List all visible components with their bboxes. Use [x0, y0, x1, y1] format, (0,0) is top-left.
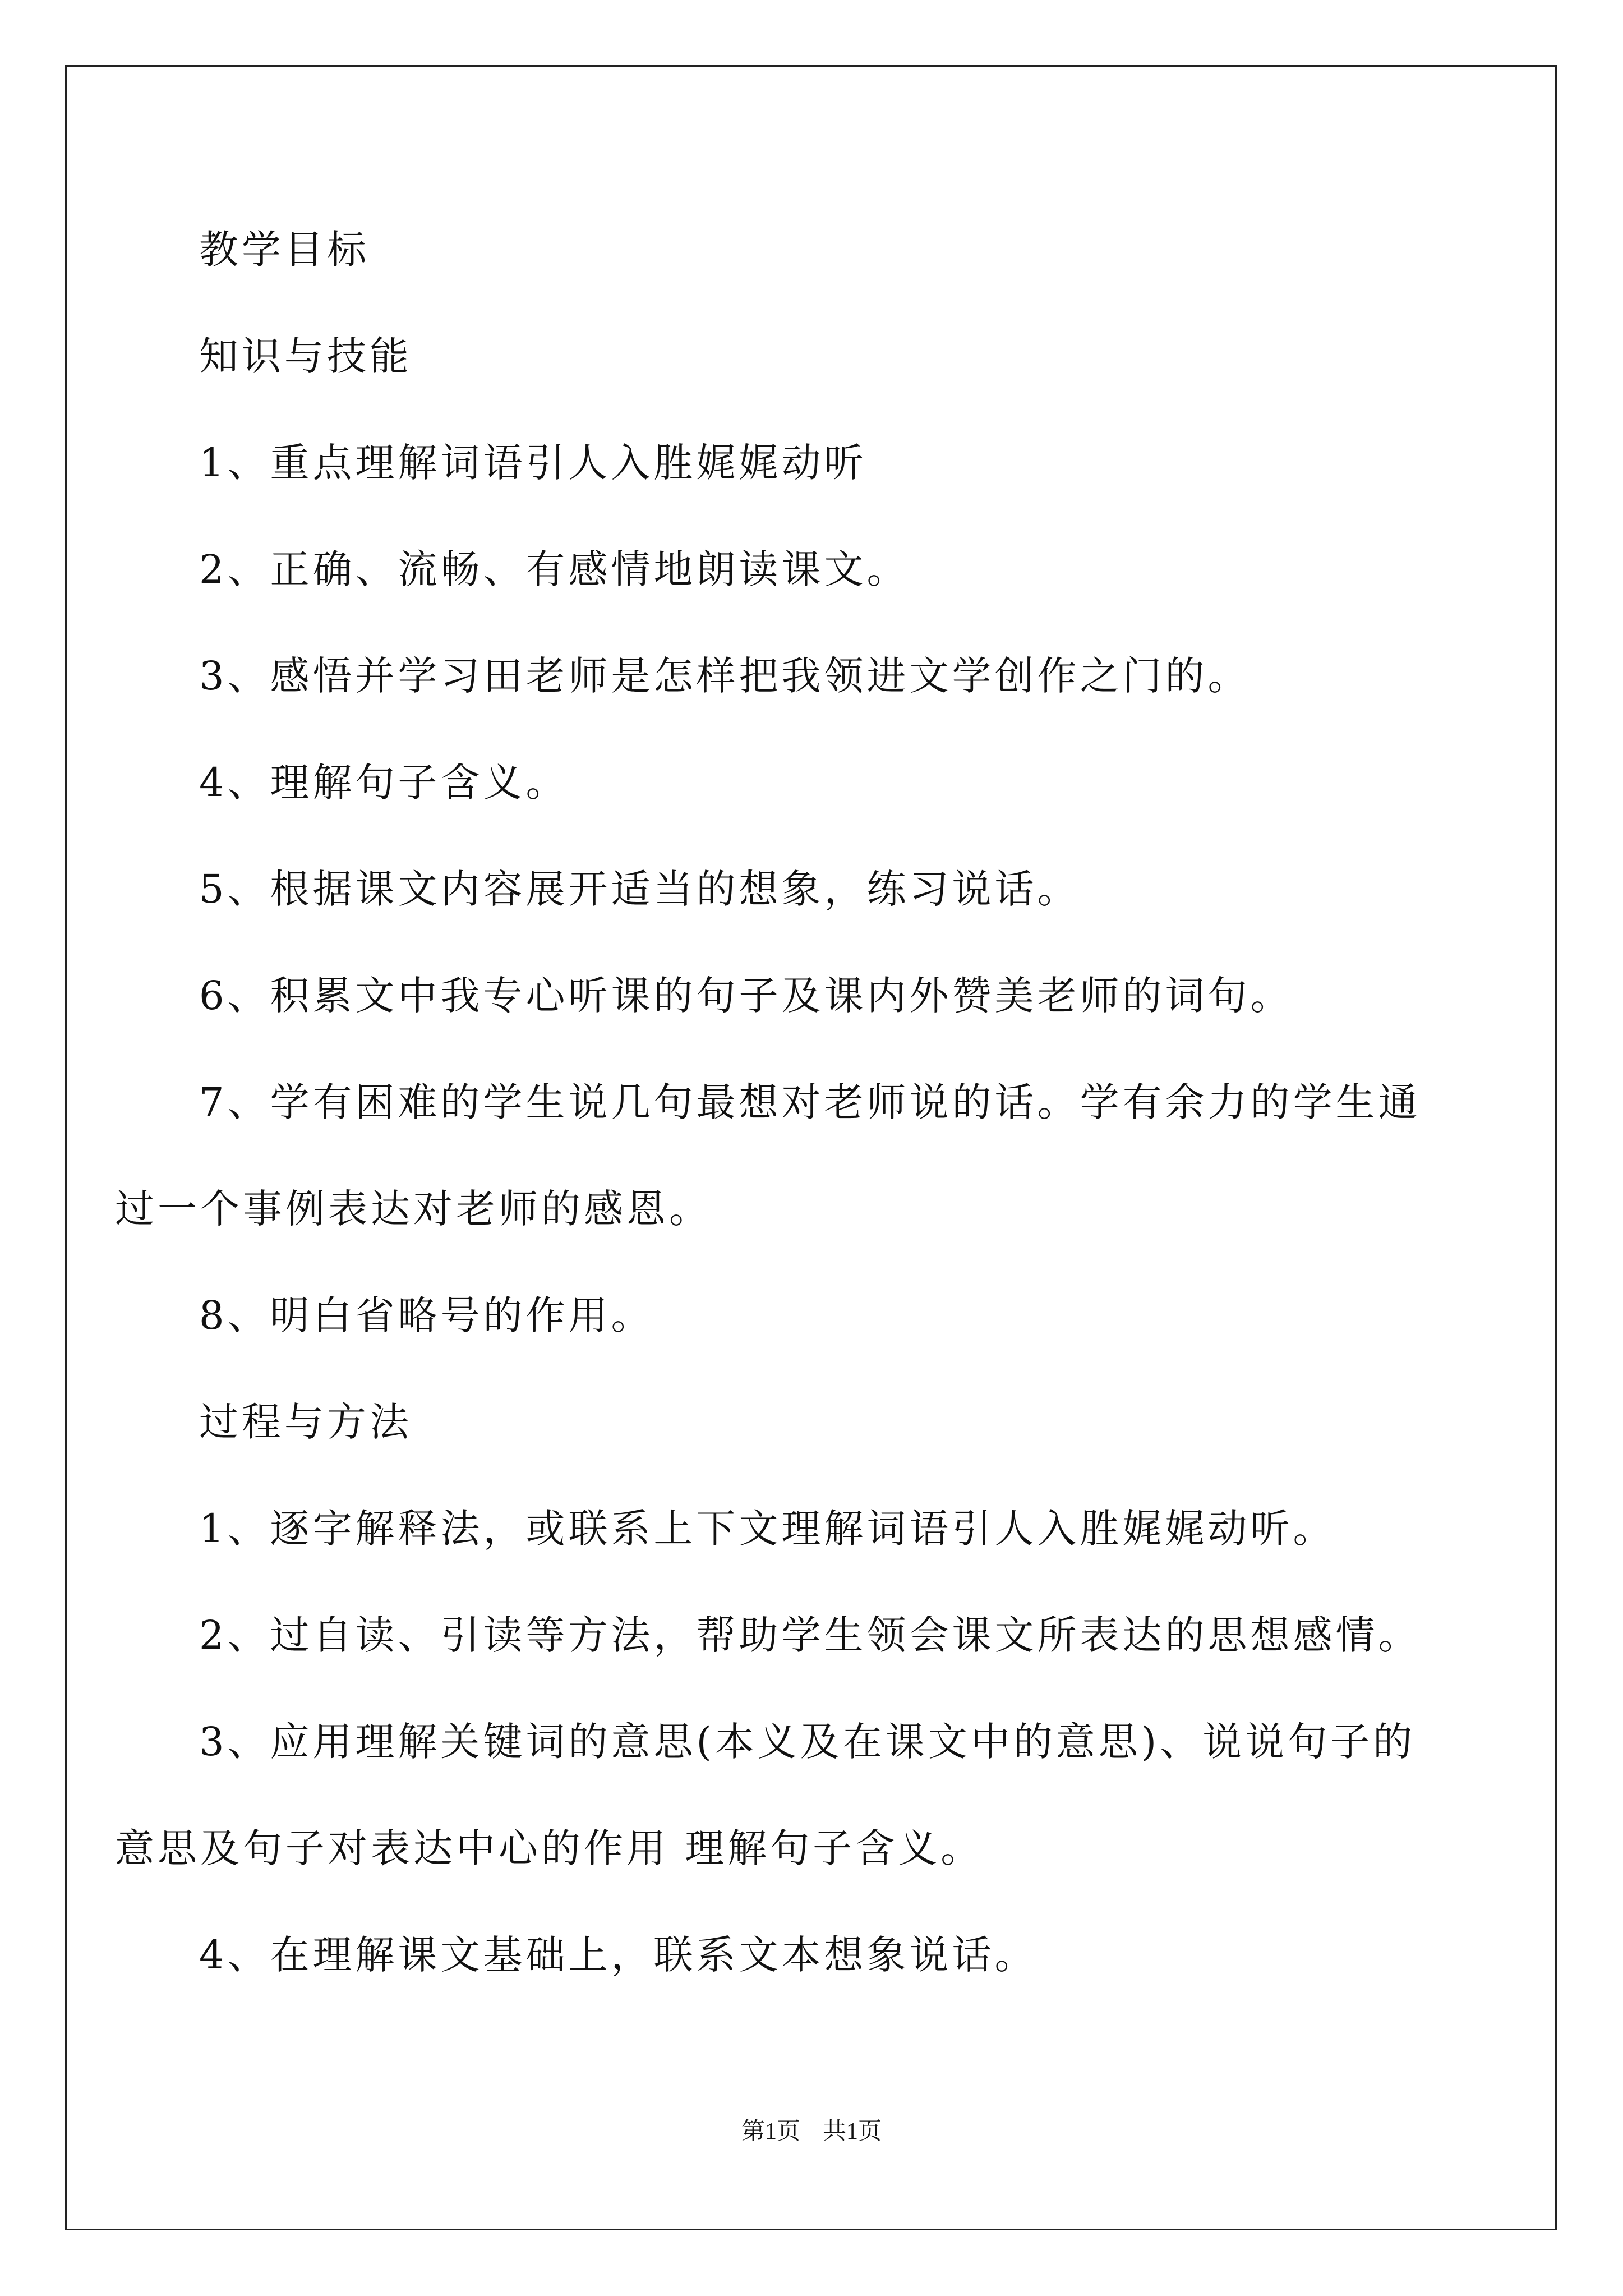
page-number: 第1页 [741, 2119, 800, 2145]
page-footer [0, 2115, 1623, 2148]
paragraph: 6、积累文中我专心听课的句子及课内外赞美老师的词句。 [199, 973, 1293, 1019]
paragraph: 8、明白省略号的作用。 [199, 1292, 654, 1338]
paragraph: 4、理解句子含义。 [199, 760, 569, 806]
paragraph: 3、应用理解关键词的意思(本义及在课文中的意思)、说说句子的 [199, 1719, 1416, 1765]
paragraph: 1、重点理解词语引人入胜娓娓动听 [199, 440, 867, 486]
paragraph: 4、在理解课文基础上，联系文本想象说话。 [199, 1932, 1038, 1978]
page-total: 共1页 [823, 2119, 882, 2145]
paragraph: 5、根据课文内容展开适当的想象，练习说话。 [199, 866, 1080, 912]
paragraph: 7、学有困难的学生说几句最想对老师说的话。学有余力的学生通 [199, 1079, 1421, 1125]
subheading-process-methods: 过程与方法 [199, 1399, 412, 1445]
paragraph: 1、逐字解释法，或联系上下文理解词语引人入胜娓娓动听。 [199, 1506, 1336, 1552]
heading-teaching-goals: 教学目标 [199, 227, 370, 273]
paragraph-continuation: 意思及句子对表达中心的作用 理解句子含义。 [115, 1825, 984, 1871]
paragraph: 2、正确、流畅、有感情地朗读课文。 [199, 546, 910, 592]
paragraph: 2、过自读、引读等方法，帮助学生领会课文所表达的思想感情。 [199, 1612, 1421, 1658]
paragraph: 3、感悟并学习田老师是怎样把我领进文学创作之门的。 [199, 653, 1251, 699]
paragraph-continuation: 过一个事例表达对老师的感恩。 [115, 1186, 712, 1232]
subheading-knowledge-skills: 知识与技能 [199, 333, 412, 379]
page-border [65, 65, 1557, 2230]
